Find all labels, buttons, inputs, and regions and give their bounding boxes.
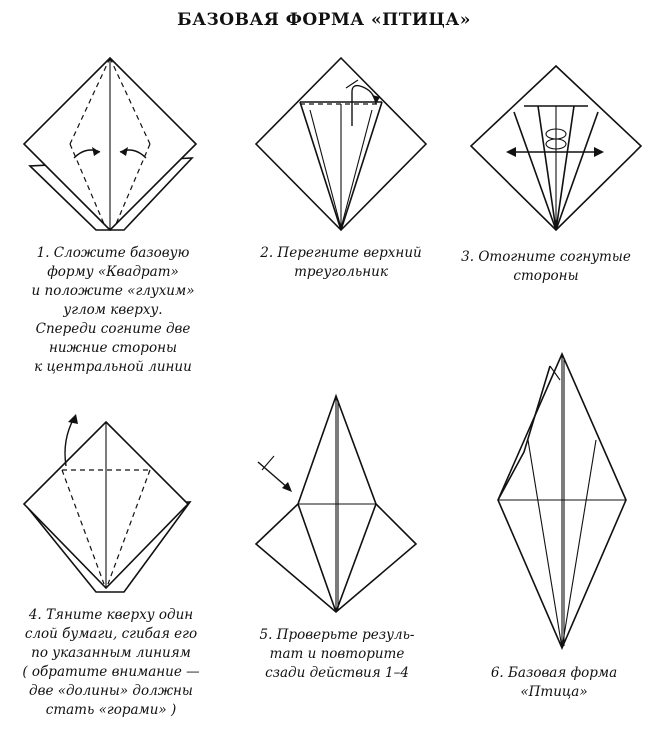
caption-line: форму «Квадрат» [47,264,179,280]
caption-line: две «долины» должны [29,683,193,699]
caption-line: 2. Перегните верхний [260,245,422,261]
caption-line: 1. Сложите базовую [36,245,190,261]
step-1-caption [8,244,218,377]
step-6-caption [464,664,644,702]
caption-line: 4. Тяните кверху один [28,607,194,623]
caption-line: стороны [513,268,579,284]
caption-line: стать «горами» ) [45,702,177,718]
caption-line: 6. Базовая форма [490,665,618,681]
caption-line: углом кверху. [63,302,163,318]
caption-line: треугольник [294,264,388,280]
caption-line: нижние стороны [49,340,177,356]
caption-line: по указанным линиям [31,645,191,661]
caption-line: Спереди согните две [35,321,191,337]
step-3-caption [448,248,644,286]
page-title: БАЗОВАЯ ФОРМА «ПТИЦА» [177,10,471,30]
caption-line: тат и повторите [269,646,405,662]
caption-line: ( обратите внимание — [22,664,200,680]
caption-line: сзади действия 1–4 [265,665,409,681]
step-4-caption [2,606,220,720]
caption-line: слой бумаги, сгибая его [24,626,198,642]
step-2-caption [236,244,446,282]
step-5-caption [232,626,442,683]
caption-line: 5. Проверьте резуль- [259,627,415,643]
caption-line: «Птица» [520,684,588,700]
caption-line: и положите «глухим» [31,283,195,299]
caption-line: к центральной линии [34,359,192,375]
caption-line: 3. Отогните согнутые [461,249,631,265]
